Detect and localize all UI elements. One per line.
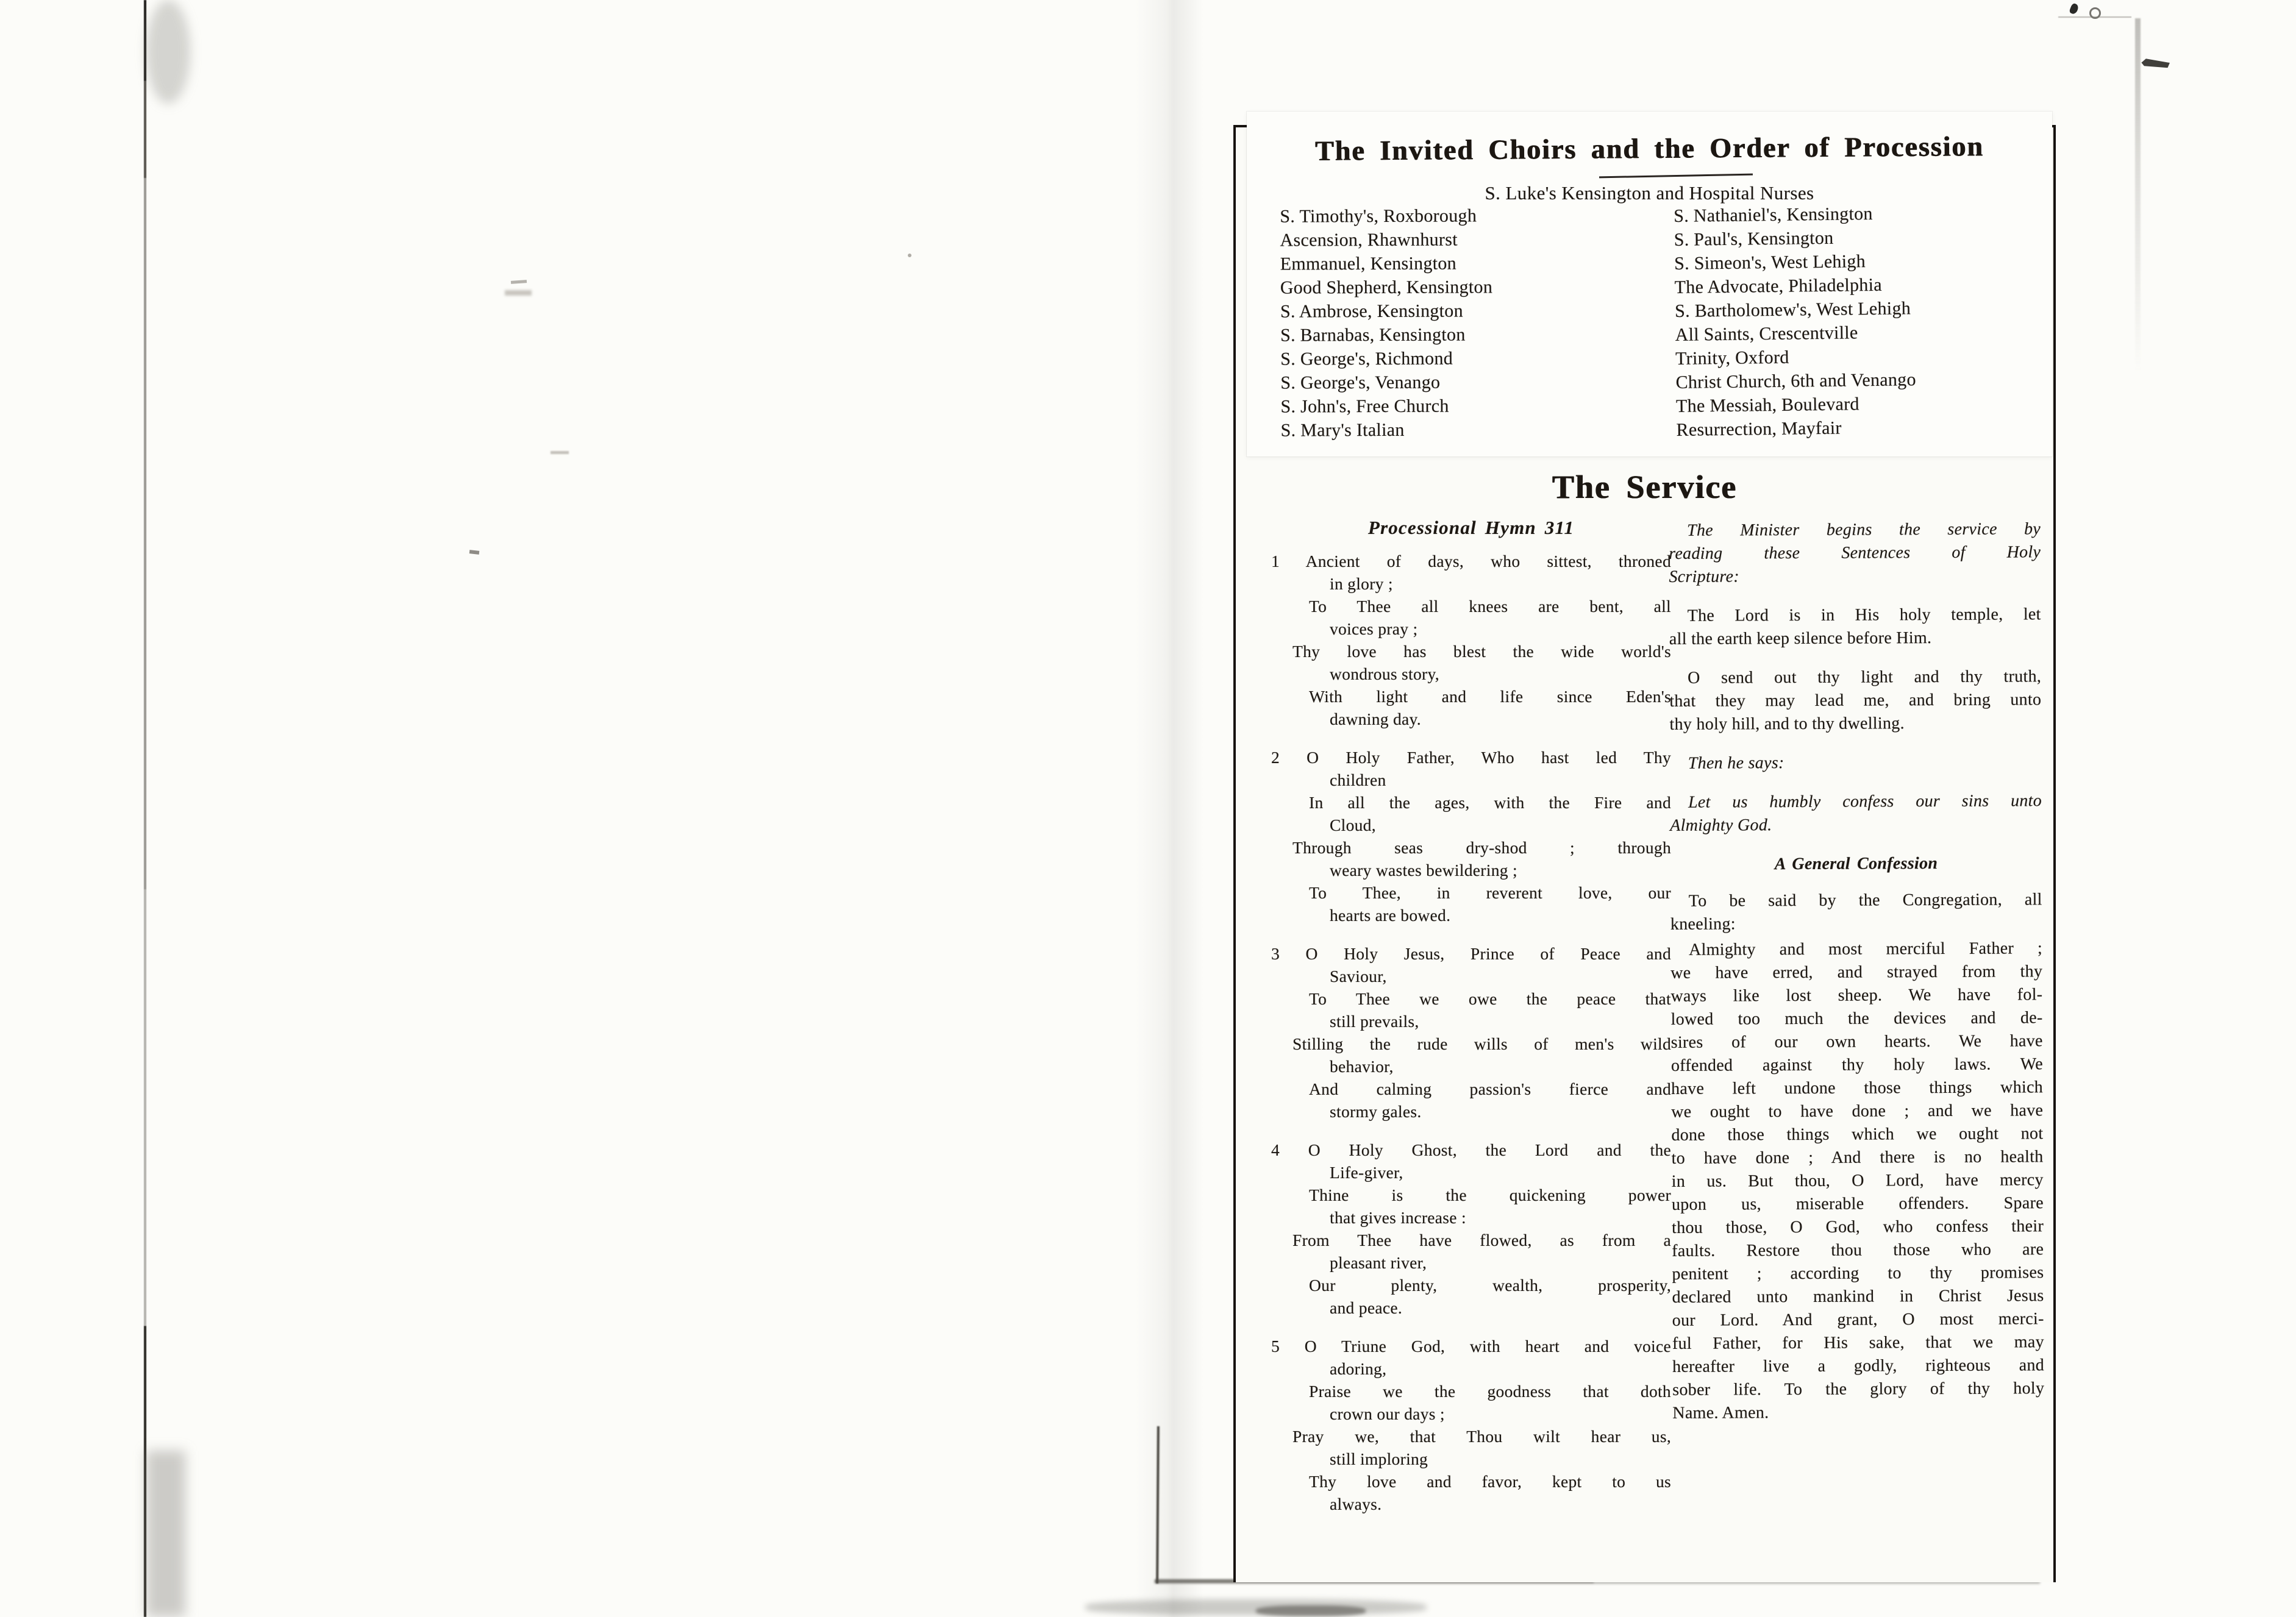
choir-name: All Saints, Crescentville: [1675, 322, 1858, 345]
hymn-line: With light and life since Eden's: [1309, 687, 1671, 706]
service-line: ful Father, for His sake, that we may: [1672, 1332, 2044, 1353]
binding-gutter-shadow: [1135, 0, 1203, 1617]
hymn-line: weary wastes bewildering ;: [1330, 861, 1517, 880]
service-title: The Service: [1552, 469, 1738, 505]
hymn-line: wondrous story,: [1330, 664, 1439, 683]
hymn-line: Stilling the rude wills of men's wild: [1292, 1034, 1671, 1053]
hymn-line: crown our days ;: [1330, 1404, 1445, 1423]
choir-name: S. Timothy's, Roxborough: [1280, 205, 1477, 227]
choir-name: S. Barnabas, Kensington: [1280, 324, 1466, 346]
hymn-line: Thine is the quickening power: [1309, 1185, 1671, 1204]
hymn-line: in glory ;: [1330, 574, 1393, 593]
service-line: Scripture:: [1669, 567, 1739, 586]
hymn-line: voices pray ;: [1330, 619, 1418, 638]
service-line: to have done ; And there is no health: [1671, 1147, 2044, 1168]
choir-name: Resurrection, Mayfair: [1676, 418, 1842, 440]
service-line: thou those, O God, who confess their: [1672, 1217, 2044, 1237]
choir-name: S. George's, Venango: [1280, 372, 1441, 393]
hymn-line: that gives increase :: [1330, 1208, 1466, 1227]
hymn-line: dawning day.: [1330, 709, 1421, 728]
service-line: have left undone those things which: [1671, 1078, 2044, 1098]
hymn-line: always.: [1330, 1494, 1382, 1513]
scan-smudge-bottom-dark: [1256, 1605, 1366, 1616]
scan-speck: [551, 451, 569, 454]
scan-speck: [511, 280, 527, 284]
service-line: done those things which we ought not: [1671, 1124, 2044, 1145]
choir-name: S. Simeon's, West Lehigh: [1674, 251, 1866, 274]
service-line: Then he says:: [1688, 753, 1784, 773]
hymn-line: 3 O Holy Jesus, Prince of Peace and: [1271, 944, 1671, 963]
hymn-line: Thy love has blest the wide world's: [1292, 642, 1671, 661]
service-line: all the earth keep silence before Him.: [1669, 628, 1932, 649]
hymn-line: Our plenty, wealth, prosperity,: [1309, 1276, 1671, 1295]
choir-name: Ascension, Rhawnhurst: [1280, 229, 1458, 251]
choir-name: S. Ambrose, Kensington: [1280, 300, 1463, 322]
choir-name: Christ Church, 6th and Venango: [1675, 369, 1916, 393]
hymn-line: Saviour,: [1330, 967, 1387, 986]
hymn-line: still prevails,: [1330, 1012, 1419, 1031]
choir-name: Emmanuel, Kensington: [1280, 253, 1457, 274]
choir-list-right: [1674, 201, 1917, 442]
service-line: A General Confession: [1774, 854, 1938, 874]
service-line: O send out thy light and thy truth,: [1688, 667, 2042, 688]
choir-name: S. Nathaniel's, Kensington: [1674, 204, 1873, 226]
invited-choirs-box: [1247, 112, 2052, 457]
rubric-block: [1669, 665, 2041, 736]
choir-list-left: [1280, 204, 1493, 442]
hymn-line: 1 Ancient of days, who sittest, throned: [1271, 552, 1671, 570]
hymn-verse: [1271, 550, 1671, 730]
scan-speck: [469, 550, 480, 555]
hymn-line: hearts are bowed.: [1330, 906, 1451, 925]
rubric-block: [1670, 937, 2044, 1425]
service-line: lowed too much the devices and de-: [1670, 1008, 2043, 1029]
rubric-block: [1670, 789, 2042, 837]
choir-name: S. George's, Richmond: [1280, 348, 1453, 369]
service-line: declared unto mankind in Christ Jesus: [1672, 1286, 2044, 1307]
service-line: offended against thy holy laws. We: [1670, 1054, 2043, 1075]
hymn-line: still imploring: [1330, 1449, 1428, 1468]
confession-heading: [1670, 851, 2042, 876]
hymn-line: 4 O Holy Ghost, the Lord and the: [1271, 1140, 1671, 1159]
choir-name: Trinity, Oxford: [1675, 347, 1789, 369]
choir-name: The Advocate, Philadelphia: [1674, 274, 1883, 297]
hymn-line: pleasant river,: [1330, 1253, 1427, 1272]
choir-name: S. John's, Free Church: [1280, 396, 1449, 417]
service-line: kneeling:: [1670, 914, 1736, 934]
rubric-block: [1670, 750, 2042, 775]
page-edge-line: [144, 0, 146, 1617]
hymn-line: Life-giver,: [1330, 1163, 1403, 1182]
hymn-line: 5 O Triune God, with heart and voice: [1271, 1337, 1671, 1356]
rubric-block: [1670, 888, 2042, 936]
title-underline: [1599, 174, 1753, 179]
service-line: faults. Restore thou those who are: [1672, 1240, 2044, 1260]
service-line: ways like lost sheep. We have fol-: [1670, 985, 2043, 1006]
service-line: that they may lead me, and bring unto: [1669, 690, 2042, 711]
service-line: we ought to have done ; and we have: [1671, 1101, 2044, 1121]
hymn-verse: [1271, 942, 1671, 1123]
hymn-heading: Processional Hymn 311: [1367, 517, 1575, 538]
service-line: hereafter live a godly, righteous and: [1672, 1356, 2045, 1376]
service-line: Let us humbly confess our sins unto: [1688, 791, 2042, 812]
hymn-line: Thy love and favor, kept to us: [1309, 1472, 1671, 1491]
scan-speck: [505, 290, 532, 296]
hymn-line: stormy gales.: [1330, 1102, 1422, 1121]
hymn-line: children: [1330, 770, 1386, 789]
pen-mark: [2069, 2, 2079, 15]
hymn-line: And calming passion's fierce and: [1309, 1079, 1671, 1098]
service-line: Almighty God.: [1670, 816, 1772, 835]
hymn-line: Through seas dry-shod ; through: [1292, 838, 1671, 857]
hymn-line: Cloud,: [1330, 816, 1376, 834]
scan-smudge-bottom-left: [146, 1451, 185, 1617]
service-line: Almighty and most merciful Father ;: [1689, 939, 2043, 959]
hymn-column: [1271, 517, 1671, 1531]
service-line: thy holy hill, and to thy dwelling.: [1669, 714, 1905, 734]
choir-name: S. Paul's, Kensington: [1674, 227, 1834, 250]
hymn-line: adoring,: [1330, 1359, 1387, 1378]
choir-name: S. Mary's Italian: [1280, 419, 1405, 441]
hymn-line: Praise we the goodness that doth: [1309, 1382, 1671, 1401]
service-line: our Lord. And grant, O most merci-: [1672, 1309, 2044, 1330]
page-edge-streak: [2135, 18, 2141, 372]
scan-hairline: [2058, 16, 2131, 18]
rubric-block: [1669, 603, 2041, 651]
hymn-line: To Thee all knees are bent, all: [1309, 597, 1671, 616]
hymn-verse: [1271, 746, 1671, 926]
hymn-verse: [1271, 1335, 1671, 1515]
service-line: reading these Sentences of Holy: [1669, 542, 2041, 563]
hymn-verse: [1271, 1139, 1671, 1319]
scan-smudge-top-left: [146, 0, 190, 104]
choirs-title: The Invited Choirs and the Order of Procession: [1314, 130, 1984, 166]
choir-name: S. Bartholomew's, West Lehigh: [1674, 298, 1911, 321]
minister-column: [1669, 517, 2044, 1425]
scan-smudge-bottom: [1085, 1599, 1427, 1615]
service-line: Name. Amen.: [1672, 1403, 1769, 1423]
hymn-line: In all the ages, with the Fire and: [1309, 793, 1671, 812]
choir-name: The Messiah, Boulevard: [1675, 394, 1859, 416]
service-line: sires of our own hearts. We have: [1670, 1031, 2043, 1052]
service-line: penitent ; according to thy promises: [1672, 1263, 2044, 1284]
service-line: The Minister begins the service by: [1687, 519, 2041, 540]
service-line: sober life. To the glory of thy holy: [1672, 1379, 2045, 1399]
hymn-line: To Thee we owe the peace that: [1309, 989, 1671, 1008]
service-line: The Lord is in His holy temple, let: [1687, 605, 2041, 625]
hymn-line: From Thee have flowed, as from a: [1292, 1231, 1671, 1249]
hymn-line: 2 O Holy Father, Who hast led Thy: [1271, 748, 1671, 767]
hymn-line: Pray we, that Thou wilt hear us,: [1292, 1427, 1671, 1446]
rubric-block: [1669, 517, 2041, 589]
service-line: upon us, miserable offenders. Spare: [1671, 1193, 2044, 1214]
hymn-verses: [1271, 550, 1671, 1515]
scan-speck: [908, 254, 911, 257]
check-mark: [2140, 48, 2170, 71]
service-line: in us. But thou, O Lord, have mercy: [1671, 1170, 2044, 1191]
service-line: we have erred, and strayed from thy: [1670, 962, 2043, 983]
service-line: To be said by the Congregation, all: [1688, 890, 2042, 911]
choir-name: Good Shepherd, Kensington: [1280, 277, 1493, 298]
hymn-line: behavior,: [1330, 1057, 1394, 1076]
choirs-subtitle: S. Luke's Kensington and Hospital Nurses: [1485, 182, 1814, 204]
hymn-line: To Thee, in reverent love, our: [1309, 883, 1671, 902]
hymn-line: and peace.: [1330, 1298, 1403, 1317]
